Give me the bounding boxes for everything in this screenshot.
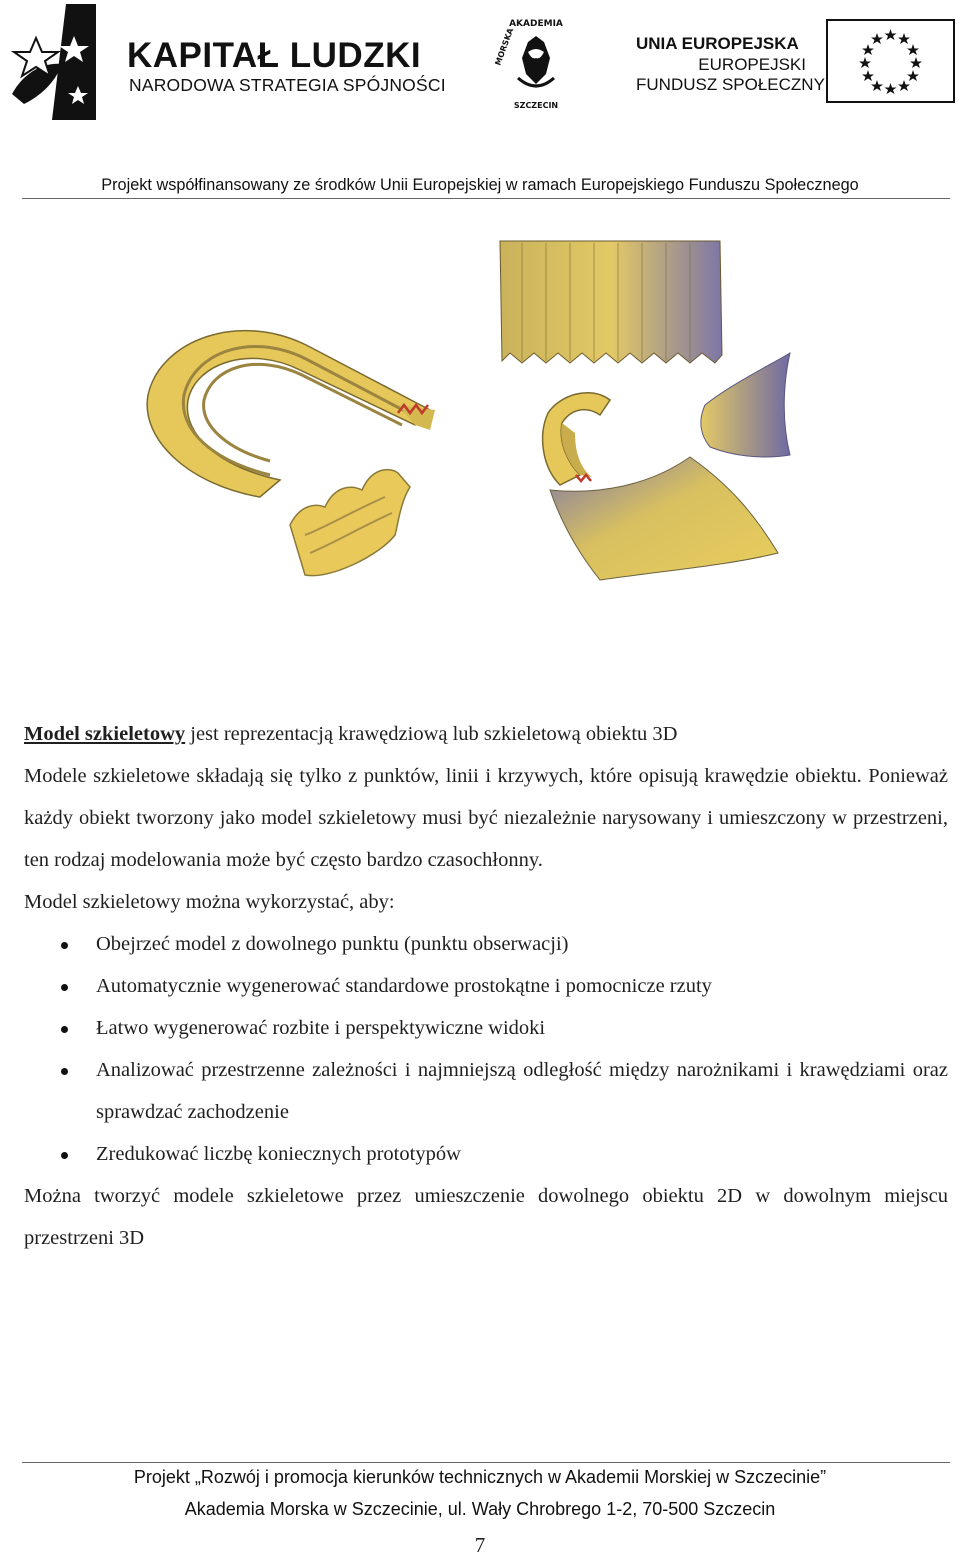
bullet-item: Automatycznie wygenerować standardowe prostokątne i pomocnicze rzuty [24, 965, 948, 1007]
page-number: 7 [474, 1533, 486, 1557]
closing-paragraph: Można tworzyć modele szkieletowe przez umieszczenie dowolnego obiektu 2D w dowolnym miejscu przestrzeni 3D [24, 1185, 948, 1249]
pleated-curtain-surface [500, 241, 722, 363]
page-header [0, 0, 960, 200]
footer-project-name: Projekt „Rozwój i promocja kierunków technicznych w Akademii Morskiej w Szczecinie” [133, 1467, 827, 1487]
uses-bullet-list [24, 923, 948, 1175]
header-divider [22, 198, 950, 199]
kapital-ludzki-logo-icon [4, 2, 124, 124]
curved-channel-segment-surface [543, 393, 610, 485]
kapital-ludzki-title: KAPITAŁ LUDZKI [127, 36, 422, 75]
cofinancing-caption: Projekt współfinansowany ze środków Unii Europejskiej w ramach Europejskiego Funduszu Społecznego [101, 176, 859, 194]
svg-text:MORSKA: MORSKA [493, 26, 516, 67]
eu-line-1: UNIA EUROPEJSKA [636, 34, 799, 53]
footer-divider [22, 1462, 950, 1463]
curled-sheet-surface [701, 353, 790, 457]
bullet-item: Zredukować liczbę koniecznych prototypów [24, 1133, 948, 1175]
eu-flag-icon [826, 19, 955, 103]
svg-text:AKADEMIA: AKADEMIA [509, 19, 563, 29]
kapital-ludzki-subtitle: NARODOWA STRATEGIA SPÓJNOŚCI [129, 75, 446, 95]
eu-line-3: FUNDUSZ SPOŁECZNY [636, 75, 825, 94]
maritime-academy-seal-icon [488, 12, 584, 112]
definition-paragraph [24, 713, 948, 755]
description-paragraph: Modele szkieletowe składają się tylko z punktów, linii i krzywych, które opisują krawędzie obiektu. Ponieważ każdy obiekt tworzony jako model szkieletowy musi być niezależnie narysowany i umieszczony w przestrzeni, ten rodzaj modelowania może być często bardzo czasochłonny. [24, 765, 948, 871]
svg-text:SZCZECIN: SZCZECIN [513, 101, 559, 110]
uses-intro-paragraph: Model szkieletowy można wykorzystać, aby: [24, 891, 395, 913]
surface-models-illustration [130, 235, 850, 615]
footer-address: Akademia Morska w Szczecinie, ul. Wały Chrobrego 1-2, 70-500 Szczecin [184, 1499, 776, 1519]
bullet-item: Obejrzeć model z dowolnego punktu (punktu obserwacji) [24, 923, 948, 965]
defined-term: Model szkieletowy [24, 723, 186, 745]
eu-line-2: EUROPEJSKI [698, 55, 806, 74]
corrugated-sheet-surface [290, 470, 410, 576]
bullet-item: Łatwo wygenerować rozbite i perspektywiczne widoki [24, 1007, 948, 1049]
definition-text: jest reprezentacją krawędziową lub szkieletową obiektu 3D [185, 723, 678, 745]
bullet-item: Analizować przestrzenne zależności i najmniejszą odległość między narożnikami i krawędziami oraz sprawdzać zachodzenie [24, 1049, 948, 1133]
eu-fund-text [636, 34, 825, 95]
document-body [24, 713, 948, 1259]
